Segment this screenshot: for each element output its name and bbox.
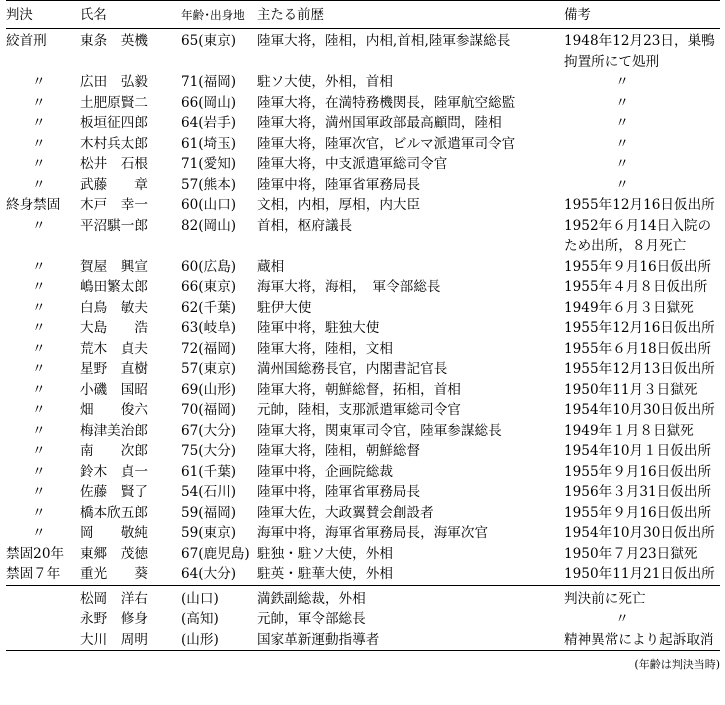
career-cell: 陸軍大将，陸軍次官，ビルマ派遣軍司令官 xyxy=(257,135,516,152)
header-name: 氏名 xyxy=(80,8,107,23)
footnote: (年齢は判決当時) xyxy=(634,658,720,671)
career-cell: 陸軍中将，駐独大使 xyxy=(257,320,380,336)
career-cell: 陸軍中将，企画院総裁 xyxy=(257,463,393,480)
verdict-cell: 禁固20年 xyxy=(6,545,65,562)
career-cell: 駐伊大使 xyxy=(257,299,312,316)
age-origin-cell: 67(鹿児島) xyxy=(181,545,250,562)
verdict-cell: 〃 xyxy=(32,156,46,172)
table-row xyxy=(6,564,720,585)
name-cell: 東郷 茂徳 xyxy=(80,545,148,562)
verdict-cell: 〃 xyxy=(32,484,46,500)
header-career: 主たる前歴 xyxy=(257,8,324,23)
name-cell: 星野 直樹 xyxy=(80,361,148,377)
verdict-cell: 〃 xyxy=(32,94,46,111)
verdict-cell: 〃 xyxy=(32,299,46,316)
age-origin-cell: 66(東京) xyxy=(181,279,237,295)
section-rule xyxy=(6,585,720,586)
verdict-cell: 〃 xyxy=(32,402,46,418)
career-cell: 陸軍大将，陸相，内相,首相,陸軍参謀総長 xyxy=(257,33,511,49)
career-cell: 文相，内相，厚相，内大臣 xyxy=(257,197,421,213)
remarks-cell: 〃 xyxy=(615,115,629,131)
name-cell: 橋本欣五郎 xyxy=(80,504,148,521)
table-row xyxy=(6,216,720,257)
header-row xyxy=(6,1,720,28)
age-origin-cell: 64(大分) xyxy=(181,566,237,582)
remarks-cell: 1950年11月３日獄死 xyxy=(564,381,698,398)
verdict-cell: 絞首刑 xyxy=(6,33,47,49)
career-cell: 陸軍大将，関東軍司令官，陸軍参謀総長 xyxy=(257,422,502,439)
name-cell: 梅津美治郎 xyxy=(80,422,148,439)
name-cell: 荒木 貞夫 xyxy=(80,340,148,357)
remarks-cell: 判決前に死亡 xyxy=(564,590,646,607)
remarks-cell: 〃 xyxy=(615,176,629,193)
career-cell: 駐ソ大使，外相，首相 xyxy=(257,74,393,90)
table-row xyxy=(6,134,720,155)
remarks-cell: 1948年12月23日，巣鴨拘置所にて処刑 xyxy=(564,33,715,70)
verdict-cell: 〃 xyxy=(32,135,46,152)
age-origin-cell: 65(東京) xyxy=(181,33,237,49)
remarks-cell: 1954年10月１日仮出所 xyxy=(564,443,712,459)
name-cell: 木村兵太郎 xyxy=(80,135,148,152)
table-row xyxy=(6,400,720,421)
remarks-cell: 1954年10月30日仮出所 xyxy=(564,402,715,418)
age-origin-cell: 54(石川) xyxy=(181,484,237,500)
remarks-cell: 1956年３月31日仮出所 xyxy=(564,484,712,500)
table-row xyxy=(6,421,720,442)
header-remarks: 備考 xyxy=(564,8,591,23)
remarks-cell: 精神異常により起訴取消 xyxy=(564,631,714,648)
remarks-cell: 〃 xyxy=(615,611,629,627)
remarks-cell: 1955年４月８日仮出所 xyxy=(564,279,708,295)
table-row xyxy=(6,503,720,524)
age-origin-cell: 64(岩手) xyxy=(181,115,237,131)
remarks-cell: 1950年11月21日仮出所 xyxy=(564,566,715,582)
name-cell: 東条 英機 xyxy=(80,33,148,49)
table-row xyxy=(6,589,720,610)
table-row xyxy=(6,72,720,93)
name-cell: 小磯 国昭 xyxy=(80,381,148,398)
age-origin-cell: 71(福岡) xyxy=(181,74,237,90)
verdict-cell: 〃 xyxy=(32,340,46,357)
remarks-cell: 〃 xyxy=(615,94,629,111)
career-cell: 陸軍大将，中支派遣軍総司令官 xyxy=(257,156,448,172)
verdict-cell: 禁固７年 xyxy=(6,566,61,582)
verdict-cell: 〃 xyxy=(32,525,46,541)
age-origin-cell: 62(千葉) xyxy=(181,299,237,316)
career-cell: 陸軍中将，陸軍省軍務局長 xyxy=(257,176,421,193)
name-cell: 永野 修身 xyxy=(80,611,148,627)
remarks-cell: 1955年９月16日仮出所 xyxy=(564,463,712,480)
name-cell: 松井 石根 xyxy=(80,156,148,172)
verdict-cell: 〃 xyxy=(32,74,46,90)
verdict-cell: 〃 xyxy=(32,361,46,377)
age-origin-cell: 71(愛知) xyxy=(181,156,237,172)
career-cell: 首相，枢府議長 xyxy=(257,217,353,234)
verdict-cell: 〃 xyxy=(32,463,46,480)
remarks-cell: 1949年１月８日獄死 xyxy=(564,422,694,439)
table-row xyxy=(6,298,720,319)
age-origin-cell: 60(広島) xyxy=(181,258,237,275)
remarks-cell: 1955年12月16日仮出所 xyxy=(564,320,715,336)
career-cell: 海軍中将，海軍省軍務局長，海軍次官 xyxy=(257,525,489,541)
remarks-cell: 1950年７月23日獄死 xyxy=(564,545,698,562)
age-origin-cell: 72(福岡) xyxy=(181,340,237,357)
career-cell: 満州国総務長官，内閣書記官長 xyxy=(257,361,448,377)
convicted-rows xyxy=(6,29,720,585)
age-origin-cell: 61(千葉) xyxy=(181,463,237,480)
name-cell: 畑 俊六 xyxy=(80,402,148,418)
age-origin-cell: 67(大分) xyxy=(181,422,237,439)
table-row xyxy=(6,482,720,503)
career-cell: 陸軍大将，陸相，文相 xyxy=(257,340,393,357)
remarks-cell: 1955年９月16日仮出所 xyxy=(564,258,712,275)
name-cell: 広田 弘毅 xyxy=(80,74,148,90)
age-origin-cell: (山形) xyxy=(181,631,219,648)
table-row xyxy=(6,113,720,134)
table-row xyxy=(6,339,720,360)
verdict-cell: 〃 xyxy=(32,176,46,193)
verdict-cell: 〃 xyxy=(32,443,46,459)
age-origin-cell: 57(東京) xyxy=(181,361,237,377)
header-age-origin: 年齢･出身地 xyxy=(181,8,245,22)
table-row xyxy=(6,380,720,401)
verdict-cell: 〃 xyxy=(32,320,46,336)
name-cell: 木戸 幸一 xyxy=(80,197,148,213)
remarks-cell: 1955年12月13日仮出所 xyxy=(564,361,715,377)
name-cell: 岡 敬純 xyxy=(80,525,148,541)
name-cell: 重光 葵 xyxy=(80,566,148,582)
age-origin-cell: 75(大分) xyxy=(181,443,237,459)
table-row xyxy=(6,441,720,462)
career-cell: 陸軍大将，朝鮮総督，拓相，首相 xyxy=(257,381,461,398)
other-defendants-rows xyxy=(6,589,720,651)
career-cell: 国家革新運動指導者 xyxy=(257,631,380,648)
remarks-cell: 1949年６月３日獄死 xyxy=(564,299,694,316)
age-origin-cell: 69(山形) xyxy=(181,381,237,398)
age-origin-cell: 63(岐阜) xyxy=(181,320,237,336)
career-cell: 蔵相 xyxy=(257,258,285,275)
name-cell: 鈴木 貞一 xyxy=(80,463,148,480)
career-cell: 陸軍中将，陸軍省軍務局長 xyxy=(257,484,421,500)
verdict-cell: 〃 xyxy=(32,115,46,131)
age-origin-cell: 60(山口) xyxy=(181,197,237,213)
remarks-cell: 1955年９月16日仮出所 xyxy=(564,504,712,521)
remarks-cell: 1952年６月14日入院のため出所，８月死亡 xyxy=(564,217,712,254)
name-cell: 大島 浩 xyxy=(80,320,148,336)
career-cell: 駐独・駐ソ大使，外相 xyxy=(257,545,393,562)
table-row xyxy=(6,318,720,339)
age-origin-cell: 59(東京) xyxy=(181,525,237,541)
age-origin-cell: 82(岡山) xyxy=(181,217,237,234)
table-row xyxy=(6,31,720,72)
name-cell: 大川 周明 xyxy=(80,631,148,648)
verdict-cell: 終身禁固 xyxy=(6,197,61,213)
table-row xyxy=(6,544,720,565)
name-cell: 松岡 洋右 xyxy=(80,590,148,607)
remarks-cell: 1954年10月30日仮出所 xyxy=(564,525,715,541)
career-cell: 駐英・駐華大使，外相 xyxy=(257,566,393,582)
table-row xyxy=(6,523,720,544)
verdict-cell: 〃 xyxy=(32,217,46,234)
name-cell: 佐藤 賢了 xyxy=(80,484,148,500)
age-origin-cell: 59(福岡) xyxy=(181,504,237,521)
verdict-cell: 〃 xyxy=(32,504,46,521)
verdict-cell: 〃 xyxy=(32,258,46,275)
age-origin-cell: 61(埼玉) xyxy=(181,135,237,152)
table-row xyxy=(6,630,720,651)
bottom-rule xyxy=(6,650,720,651)
verdict-cell: 〃 xyxy=(32,422,46,439)
header-verdict: 判決 xyxy=(6,8,33,23)
career-cell: 満鉄副総裁，外相 xyxy=(257,590,366,607)
career-cell: 陸軍大将，陸相，朝鮮総督 xyxy=(257,443,421,459)
age-origin-cell: 70(福岡) xyxy=(181,402,237,418)
remarks-cell: 1955年12月16日仮出所 xyxy=(564,197,715,213)
name-cell: 嶋田繁太郎 xyxy=(80,279,148,295)
name-cell: 平沼騏一郎 xyxy=(80,217,148,234)
verdict-cell: 〃 xyxy=(32,279,46,295)
age-origin-cell: 66(岡山) xyxy=(181,94,237,111)
name-cell: 武藤 章 xyxy=(80,176,148,193)
career-cell: 陸軍大佐，大政翼賛会創設者 xyxy=(257,504,434,521)
remarks-cell: 〃 xyxy=(615,156,629,172)
age-origin-cell: (高知) xyxy=(181,611,219,627)
name-cell: 板垣征四郎 xyxy=(80,115,148,131)
name-cell: 白鳥 敏夫 xyxy=(80,299,148,316)
name-cell: 土肥原賢二 xyxy=(80,94,148,111)
table-row xyxy=(6,93,720,114)
name-cell: 南 次郎 xyxy=(80,443,148,459)
age-origin-cell: 57(熊本) xyxy=(181,176,237,193)
career-cell: 元帥，軍令部総長 xyxy=(257,611,366,627)
tokyo-trial-table xyxy=(6,0,720,672)
table-row xyxy=(6,462,720,483)
verdict-cell: 〃 xyxy=(32,381,46,398)
table-row xyxy=(6,154,720,175)
name-cell: 賀屋 興宣 xyxy=(80,258,148,275)
table-row xyxy=(6,277,720,298)
table-row xyxy=(6,257,720,278)
table-row xyxy=(6,609,720,630)
table-row xyxy=(6,175,720,196)
remarks-cell: 〃 xyxy=(615,74,629,90)
career-cell: 元帥，陸相，支那派遣軍総司令官 xyxy=(257,402,461,418)
age-origin-cell: (山口) xyxy=(181,590,219,607)
table-row xyxy=(6,195,720,216)
remarks-cell: 1955年６月18日仮出所 xyxy=(564,340,712,357)
career-cell: 海軍大将，海相， 軍令部総長 xyxy=(257,279,441,295)
remarks-cell: 〃 xyxy=(615,135,629,152)
career-cell: 陸軍大将，在満特務機関長，陸軍航空総監 xyxy=(257,94,516,111)
table-row xyxy=(6,359,720,380)
career-cell: 陸軍大将，満州国軍政部最高顧問，陸相 xyxy=(257,115,502,131)
